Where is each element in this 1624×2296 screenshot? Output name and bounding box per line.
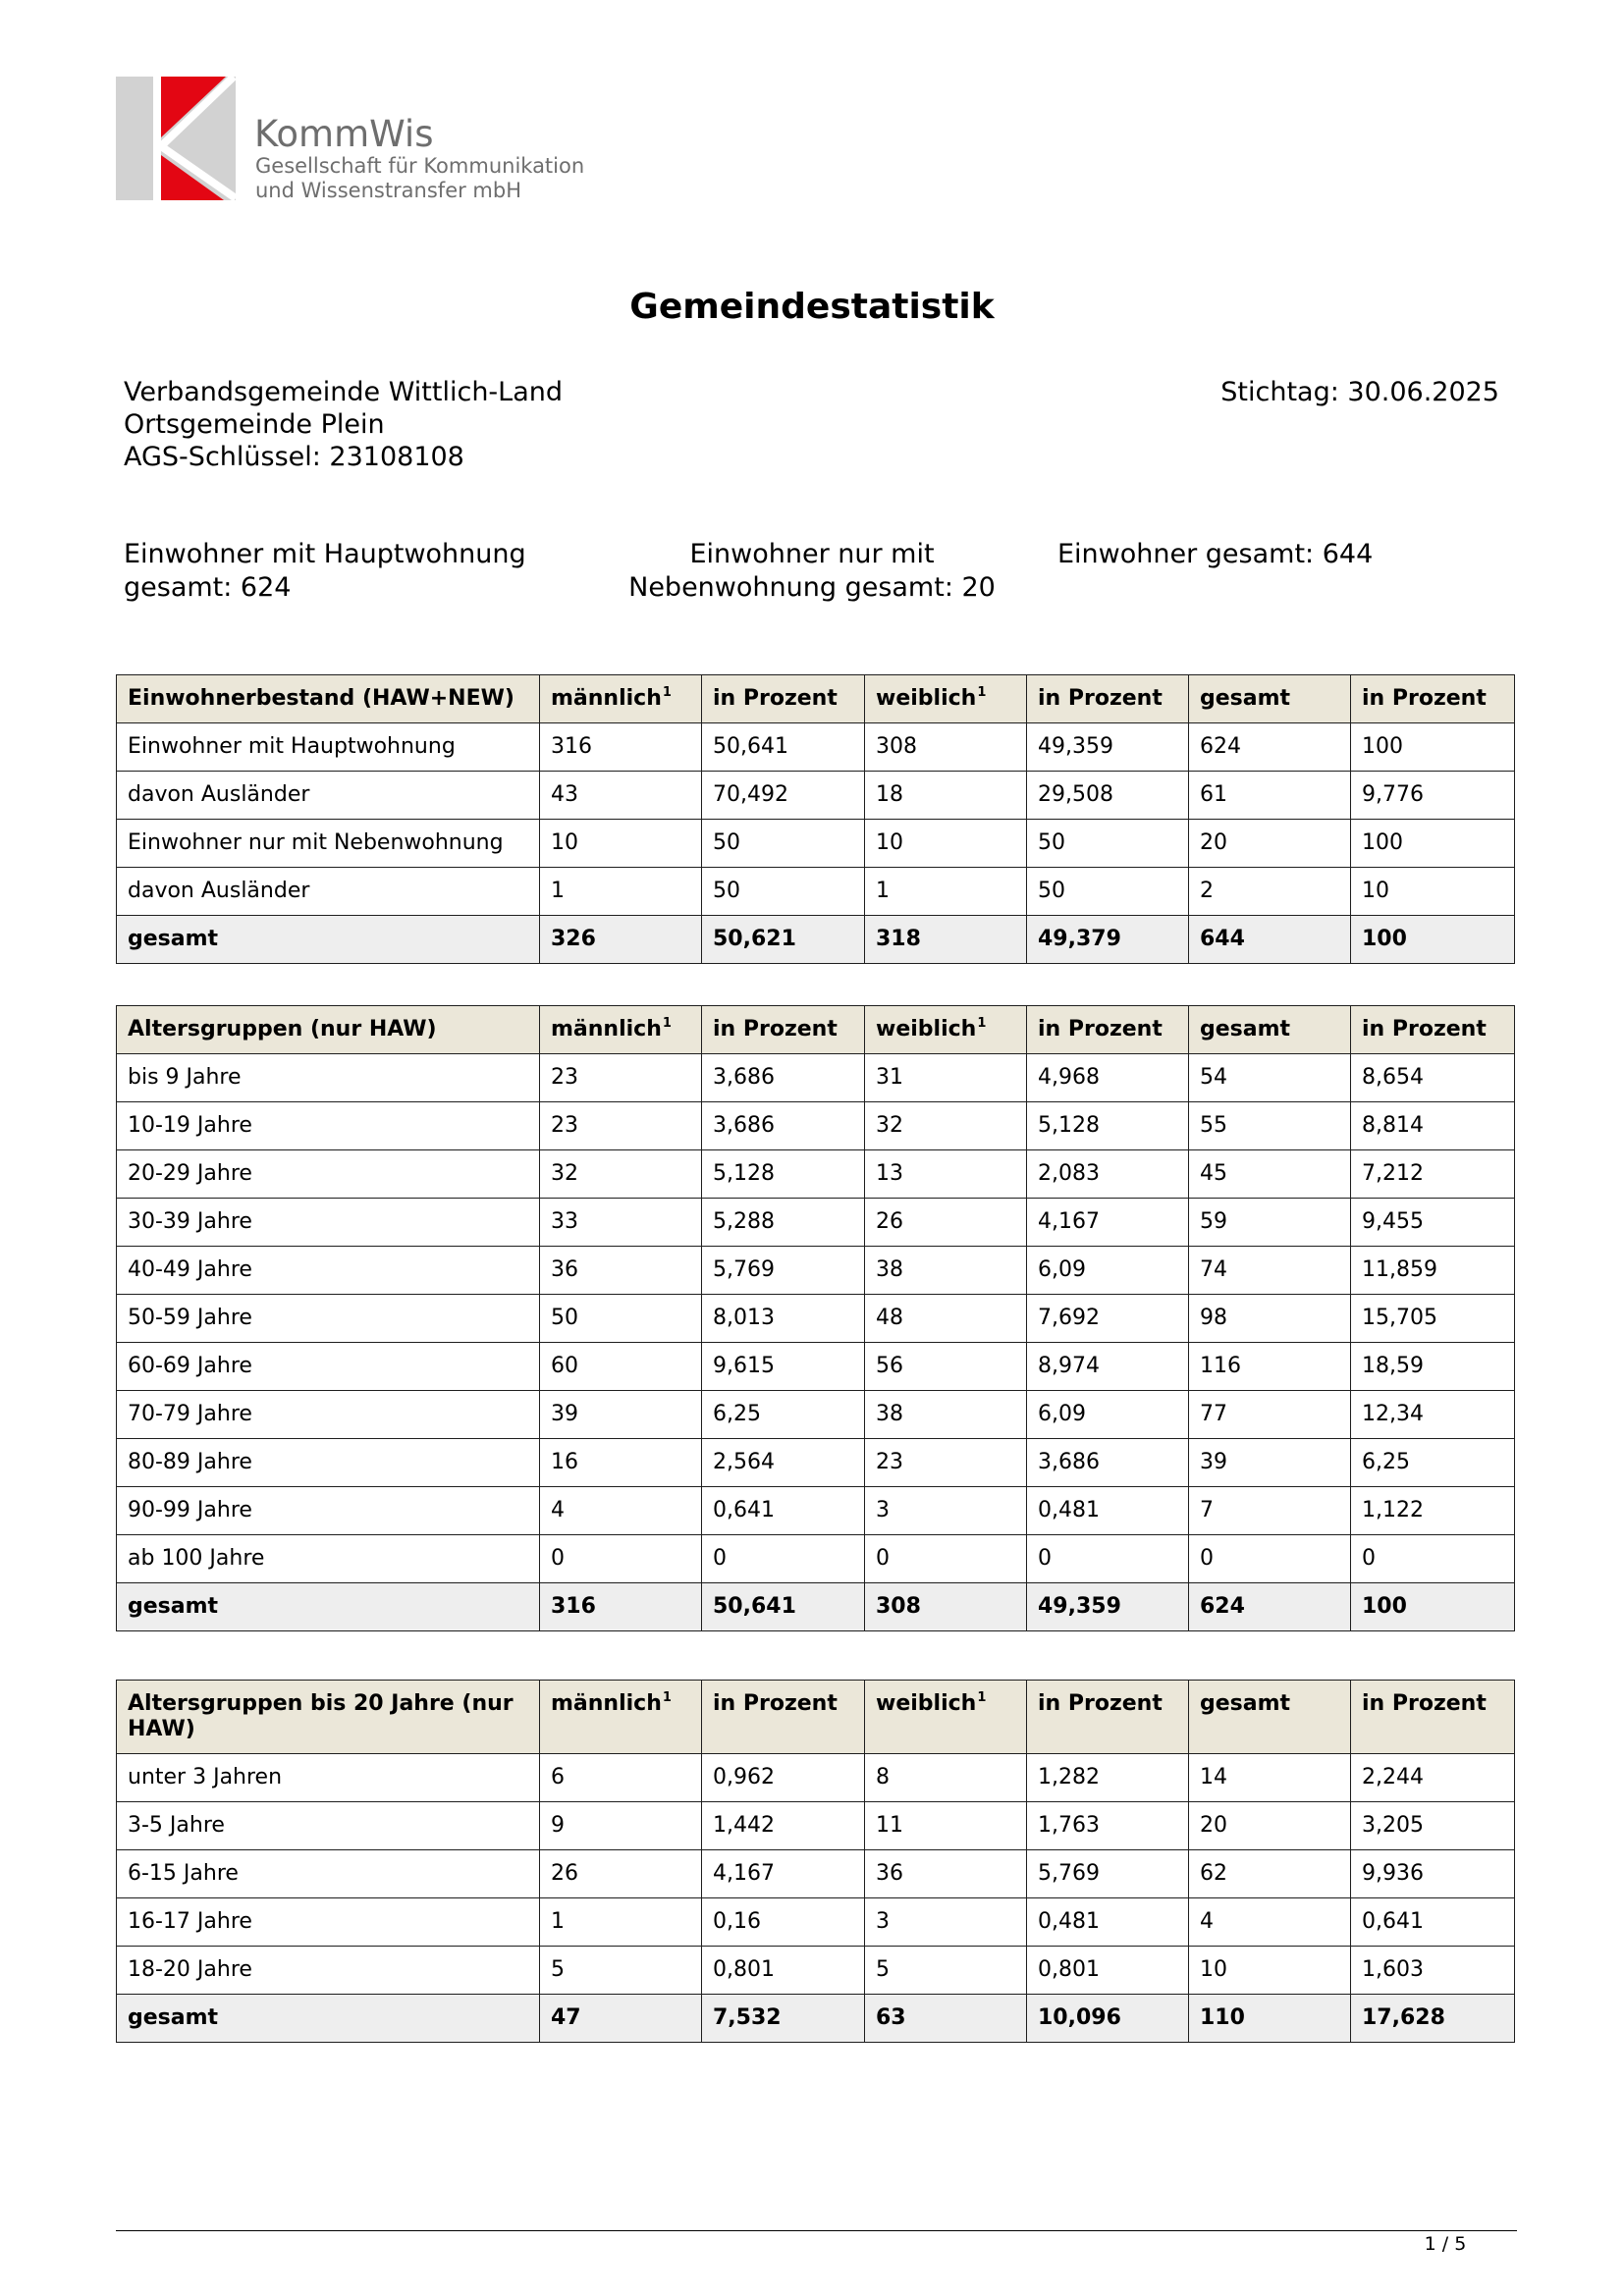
table-header-row <box>117 1681 1515 1754</box>
total-row <box>117 1995 1515 2043</box>
column-header <box>865 1681 1027 1754</box>
table-row <box>117 1898 1515 1947</box>
footnote-marker: 1 <box>977 1016 987 1031</box>
value-cell: 60 <box>540 1343 702 1391</box>
column-header <box>702 675 865 723</box>
column-header-label: Altersgruppen (nur HAW) <box>128 1017 437 1041</box>
value-cell: 31 <box>865 1054 1027 1102</box>
table-title-cell <box>117 1681 540 1754</box>
value-cell: 100 <box>1351 820 1515 868</box>
column-header <box>702 1006 865 1054</box>
value-cell: 6,09 <box>1027 1391 1189 1439</box>
table-row <box>117 1535 1515 1583</box>
value-cell: 2 <box>1189 868 1351 916</box>
total-value-cell: 110 <box>1189 1995 1351 2043</box>
value-cell: 8,654 <box>1351 1054 1515 1102</box>
value-cell: 0,801 <box>1027 1947 1189 1995</box>
row-label: 10-19 Jahre <box>117 1102 540 1150</box>
row-label: davon Ausländer <box>117 772 540 820</box>
value-cell: 38 <box>865 1247 1027 1295</box>
value-cell: 2,564 <box>702 1439 865 1487</box>
value-cell: 61 <box>1189 772 1351 820</box>
total-value-cell: 100 <box>1351 916 1515 964</box>
column-header <box>1189 1681 1351 1754</box>
value-cell: 1,122 <box>1351 1487 1515 1535</box>
summary-gesamt: Einwohner gesamt: 644 <box>1057 539 1374 569</box>
value-cell: 36 <box>865 1850 1027 1898</box>
value-cell: 6,25 <box>1351 1439 1515 1487</box>
table-row <box>117 1150 1515 1199</box>
summary-hauptwohnung-line-2: gesamt: 624 <box>124 572 292 603</box>
total-value-cell: 7,532 <box>702 1995 865 2043</box>
value-cell: 9,455 <box>1351 1199 1515 1247</box>
value-cell: 11 <box>865 1802 1027 1850</box>
row-label: 90-99 Jahre <box>117 1487 540 1535</box>
column-header-label: Altersgruppen bis 20 Jahre (nur HAW) <box>128 1691 514 1741</box>
value-cell: 10 <box>1351 868 1515 916</box>
total-value-cell: 49,359 <box>1027 1583 1189 1631</box>
column-header-label: in Prozent <box>1362 1017 1487 1041</box>
value-cell: 12,34 <box>1351 1391 1515 1439</box>
row-label: 70-79 Jahre <box>117 1391 540 1439</box>
total-value-cell: 318 <box>865 916 1027 964</box>
row-label: 16-17 Jahre <box>117 1898 540 1947</box>
table-row <box>117 723 1515 772</box>
value-cell: 1 <box>540 868 702 916</box>
value-cell: 5 <box>865 1947 1027 1995</box>
column-header <box>1351 1006 1515 1054</box>
column-header-label: in Prozent <box>713 686 838 711</box>
row-label: Einwohner mit Hauptwohnung <box>117 723 540 772</box>
value-cell: 56 <box>865 1343 1027 1391</box>
page-number: 1 / 5 <box>1424 2233 1467 2255</box>
total-value-cell: 47 <box>540 1995 702 2043</box>
total-label: gesamt <box>117 916 540 964</box>
total-label: gesamt <box>117 1995 540 2043</box>
value-cell: 38 <box>865 1391 1027 1439</box>
value-cell: 50 <box>1027 868 1189 916</box>
total-value-cell: 644 <box>1189 916 1351 964</box>
total-value-cell: 17,628 <box>1351 1995 1515 2043</box>
page-title: Gemeindestatistik <box>629 287 995 327</box>
table-row <box>117 1754 1515 1802</box>
row-label: bis 9 Jahre <box>117 1054 540 1102</box>
column-header-label: in Prozent <box>713 1017 838 1041</box>
value-cell: 23 <box>540 1054 702 1102</box>
value-cell: 26 <box>540 1850 702 1898</box>
value-cell: 9 <box>540 1802 702 1850</box>
value-cell: 50 <box>702 820 865 868</box>
value-cell: 10 <box>540 820 702 868</box>
value-cell: 14 <box>1189 1754 1351 1802</box>
column-header-label: in Prozent <box>1038 1691 1163 1716</box>
summary-hauptwohnung-line-1: Einwohner mit Hauptwohnung <box>124 539 526 569</box>
column-header-label: weiblich <box>876 686 977 711</box>
value-cell: 5,128 <box>1027 1102 1189 1150</box>
total-value-cell: 63 <box>865 1995 1027 2043</box>
value-cell: 0,641 <box>702 1487 865 1535</box>
value-cell: 5,769 <box>1027 1850 1189 1898</box>
value-cell: 0 <box>1351 1535 1515 1583</box>
value-cell: 8,814 <box>1351 1102 1515 1150</box>
value-cell: 29,508 <box>1027 772 1189 820</box>
value-cell: 1,442 <box>702 1802 865 1850</box>
value-cell: 624 <box>1189 723 1351 772</box>
table-title-cell <box>117 675 540 723</box>
value-cell: 7 <box>1189 1487 1351 1535</box>
value-cell: 43 <box>540 772 702 820</box>
summary-nebenwohnung-line-1: Einwohner nur mit <box>689 539 935 569</box>
value-cell: 0 <box>1027 1535 1189 1583</box>
summary-hauptwohnung <box>124 538 526 605</box>
column-header-label: gesamt <box>1200 1691 1291 1716</box>
value-cell: 5,769 <box>702 1247 865 1295</box>
column-header-label: gesamt <box>1200 686 1291 711</box>
column-header <box>702 1681 865 1754</box>
value-cell: 4,968 <box>1027 1054 1189 1102</box>
stats-table <box>116 1680 1515 2043</box>
table-row <box>117 1439 1515 1487</box>
row-label: 30-39 Jahre <box>117 1199 540 1247</box>
value-cell: 0,641 <box>1351 1898 1515 1947</box>
value-cell: 10 <box>1189 1947 1351 1995</box>
table-altersgruppen <box>116 1005 1515 1631</box>
value-cell: 10 <box>865 820 1027 868</box>
value-cell: 16 <box>540 1439 702 1487</box>
summary-nebenwohnung <box>567 538 1057 605</box>
value-cell: 4,167 <box>702 1850 865 1898</box>
column-header-label: in Prozent <box>1362 686 1487 711</box>
value-cell: 3 <box>865 1898 1027 1947</box>
value-cell: 1 <box>865 868 1027 916</box>
value-cell: 0,962 <box>702 1754 865 1802</box>
value-cell: 45 <box>1189 1150 1351 1199</box>
value-cell: 9,936 <box>1351 1850 1515 1898</box>
table-row <box>117 1947 1515 1995</box>
total-label: gesamt <box>117 1583 540 1631</box>
value-cell: 7,212 <box>1351 1150 1515 1199</box>
logo-tagline-2: und Wissenstransfer mbH <box>255 179 522 202</box>
total-value-cell: 316 <box>540 1583 702 1631</box>
value-cell: 5 <box>540 1947 702 1995</box>
value-cell: 11,859 <box>1351 1247 1515 1295</box>
value-cell: 39 <box>540 1391 702 1439</box>
table-title-cell <box>117 1006 540 1054</box>
table-einwohnerbestand <box>116 674 1515 964</box>
row-label: 6-15 Jahre <box>117 1850 540 1898</box>
value-cell: 2,244 <box>1351 1754 1515 1802</box>
table-row <box>117 1199 1515 1247</box>
value-cell: 32 <box>540 1150 702 1199</box>
column-header <box>1027 675 1189 723</box>
table-row <box>117 1054 1515 1102</box>
value-cell: 20 <box>1189 1802 1351 1850</box>
logo-white-bar <box>153 77 161 200</box>
value-cell: 50 <box>702 868 865 916</box>
summary-nebenwohnung-line-2: Nebenwohnung gesamt: 20 <box>628 572 996 603</box>
value-cell: 50 <box>1027 820 1189 868</box>
value-cell: 308 <box>865 723 1027 772</box>
total-value-cell: 10,096 <box>1027 1995 1189 2043</box>
value-cell: 316 <box>540 723 702 772</box>
value-cell: 48 <box>865 1295 1027 1343</box>
value-cell: 1,763 <box>1027 1802 1189 1850</box>
value-cell: 36 <box>540 1247 702 1295</box>
value-cell: 0,16 <box>702 1898 865 1947</box>
value-cell: 49,359 <box>1027 723 1189 772</box>
value-cell: 20 <box>1189 820 1351 868</box>
value-cell: 3,686 <box>702 1054 865 1102</box>
table-header-row <box>117 675 1515 723</box>
table-altersgruppen-bis-20 <box>116 1680 1515 2043</box>
total-row <box>117 916 1515 964</box>
value-cell: 9,615 <box>702 1343 865 1391</box>
municipality-info <box>124 376 563 473</box>
stats-table <box>116 1005 1515 1631</box>
ortsgemeinde: Ortsgemeinde Plein <box>124 409 385 440</box>
value-cell: 3,686 <box>702 1102 865 1150</box>
ags-key: AGS-Schlüssel: 23108108 <box>124 442 464 472</box>
column-header <box>865 675 1027 723</box>
total-row <box>117 1583 1515 1631</box>
value-cell: 55 <box>1189 1102 1351 1150</box>
value-cell: 0,481 <box>1027 1898 1189 1947</box>
verbandsgemeinde: Verbandsgemeinde Wittlich-Land <box>124 377 564 407</box>
column-header-label: männlich <box>551 1691 662 1716</box>
value-cell: 0,481 <box>1027 1487 1189 1535</box>
total-value-cell: 624 <box>1189 1583 1351 1631</box>
footnote-marker: 1 <box>662 1016 672 1031</box>
table-header-row <box>117 1006 1515 1054</box>
total-value-cell: 50,641 <box>702 1583 865 1631</box>
value-cell: 0 <box>1189 1535 1351 1583</box>
value-cell: 8 <box>865 1754 1027 1802</box>
total-value-cell: 100 <box>1351 1583 1515 1631</box>
column-header-label: gesamt <box>1200 1017 1291 1041</box>
value-cell: 3,686 <box>1027 1439 1189 1487</box>
value-cell: 62 <box>1189 1850 1351 1898</box>
value-cell: 0 <box>702 1535 865 1583</box>
value-cell: 1,282 <box>1027 1754 1189 1802</box>
column-header-label: weiblich <box>876 1017 977 1041</box>
column-header <box>1027 1006 1189 1054</box>
total-value-cell: 49,379 <box>1027 916 1189 964</box>
column-header <box>1189 675 1351 723</box>
column-header-label: in Prozent <box>713 1691 838 1716</box>
column-header-label: männlich <box>551 1017 662 1041</box>
table-row <box>117 820 1515 868</box>
value-cell: 9,776 <box>1351 772 1515 820</box>
table-row <box>117 868 1515 916</box>
value-cell: 23 <box>540 1102 702 1150</box>
logo-name: KommWis <box>254 113 434 155</box>
value-cell: 5,288 <box>702 1199 865 1247</box>
value-cell: 8,013 <box>702 1295 865 1343</box>
value-cell: 1 <box>540 1898 702 1947</box>
row-label: 20-29 Jahre <box>117 1150 540 1199</box>
value-cell: 54 <box>1189 1054 1351 1102</box>
table-row <box>117 1102 1515 1150</box>
table-row <box>117 1247 1515 1295</box>
value-cell: 6 <box>540 1754 702 1802</box>
row-label: ab 100 Jahre <box>117 1535 540 1583</box>
column-header-label: in Prozent <box>1038 1017 1163 1041</box>
table-row <box>117 1850 1515 1898</box>
value-cell: 33 <box>540 1199 702 1247</box>
row-label: unter 3 Jahren <box>117 1754 540 1802</box>
table-row <box>117 1802 1515 1850</box>
row-label: 40-49 Jahre <box>117 1247 540 1295</box>
total-value-cell: 308 <box>865 1583 1027 1631</box>
footnote-marker: 1 <box>662 1690 672 1705</box>
column-header-label: in Prozent <box>1362 1691 1487 1716</box>
value-cell: 32 <box>865 1102 1027 1150</box>
row-label: 50-59 Jahre <box>117 1295 540 1343</box>
column-header <box>1027 1681 1189 1754</box>
column-header <box>1189 1006 1351 1054</box>
value-cell: 2,083 <box>1027 1150 1189 1199</box>
total-value-cell: 326 <box>540 916 702 964</box>
row-label: davon Ausländer <box>117 868 540 916</box>
value-cell: 6,25 <box>702 1391 865 1439</box>
value-cell: 50 <box>540 1295 702 1343</box>
kommwis-logo-mark-icon <box>116 77 236 200</box>
column-header <box>540 675 702 723</box>
footnote-marker: 1 <box>662 685 672 700</box>
value-cell: 116 <box>1189 1343 1351 1391</box>
column-header <box>865 1006 1027 1054</box>
column-header <box>1351 675 1515 723</box>
value-cell: 98 <box>1189 1295 1351 1343</box>
table-row <box>117 1343 1515 1391</box>
value-cell: 50,641 <box>702 723 865 772</box>
footer-divider <box>116 2230 1517 2231</box>
value-cell: 13 <box>865 1150 1027 1199</box>
row-label: Einwohner nur mit Nebenwohnung <box>117 820 540 868</box>
value-cell: 0 <box>540 1535 702 1583</box>
column-header-label: männlich <box>551 686 662 711</box>
value-cell: 6,09 <box>1027 1247 1189 1295</box>
value-cell: 5,128 <box>702 1150 865 1199</box>
column-header <box>1351 1681 1515 1754</box>
column-header-label: Einwohnerbestand (HAW+NEW) <box>128 686 514 711</box>
value-cell: 4,167 <box>1027 1199 1189 1247</box>
total-value-cell: 50,621 <box>702 916 865 964</box>
value-cell: 23 <box>865 1439 1027 1487</box>
value-cell: 7,692 <box>1027 1295 1189 1343</box>
logo-mark-svg <box>116 77 236 200</box>
value-cell: 59 <box>1189 1199 1351 1247</box>
value-cell: 100 <box>1351 723 1515 772</box>
value-cell: 3 <box>865 1487 1027 1535</box>
value-cell: 4 <box>1189 1898 1351 1947</box>
value-cell: 18 <box>865 772 1027 820</box>
row-label: 60-69 Jahre <box>117 1343 540 1391</box>
row-label: 80-89 Jahre <box>117 1439 540 1487</box>
logo-tagline-1: Gesellschaft für Kommunikation <box>255 154 585 178</box>
value-cell: 18,59 <box>1351 1343 1515 1391</box>
column-header-label: weiblich <box>876 1691 977 1716</box>
value-cell: 74 <box>1189 1247 1351 1295</box>
reference-date: Stichtag: 30.06.2025 <box>1220 377 1499 407</box>
value-cell: 0,801 <box>702 1947 865 1995</box>
value-cell: 8,974 <box>1027 1343 1189 1391</box>
column-header <box>540 1681 702 1754</box>
value-cell: 0 <box>865 1535 1027 1583</box>
footnote-marker: 1 <box>977 685 987 700</box>
stats-table <box>116 674 1515 964</box>
table-row <box>117 1295 1515 1343</box>
table-row <box>117 1391 1515 1439</box>
value-cell: 39 <box>1189 1439 1351 1487</box>
column-header-label: in Prozent <box>1038 686 1163 711</box>
value-cell: 77 <box>1189 1391 1351 1439</box>
footnote-marker: 1 <box>977 1690 987 1705</box>
value-cell: 15,705 <box>1351 1295 1515 1343</box>
table-row <box>117 1487 1515 1535</box>
value-cell: 26 <box>865 1199 1027 1247</box>
value-cell: 70,492 <box>702 772 865 820</box>
table-row <box>117 772 1515 820</box>
value-cell: 3,205 <box>1351 1802 1515 1850</box>
row-label: 18-20 Jahre <box>117 1947 540 1995</box>
value-cell: 4 <box>540 1487 702 1535</box>
value-cell: 1,603 <box>1351 1947 1515 1995</box>
row-label: 3-5 Jahre <box>117 1802 540 1850</box>
column-header <box>540 1006 702 1054</box>
